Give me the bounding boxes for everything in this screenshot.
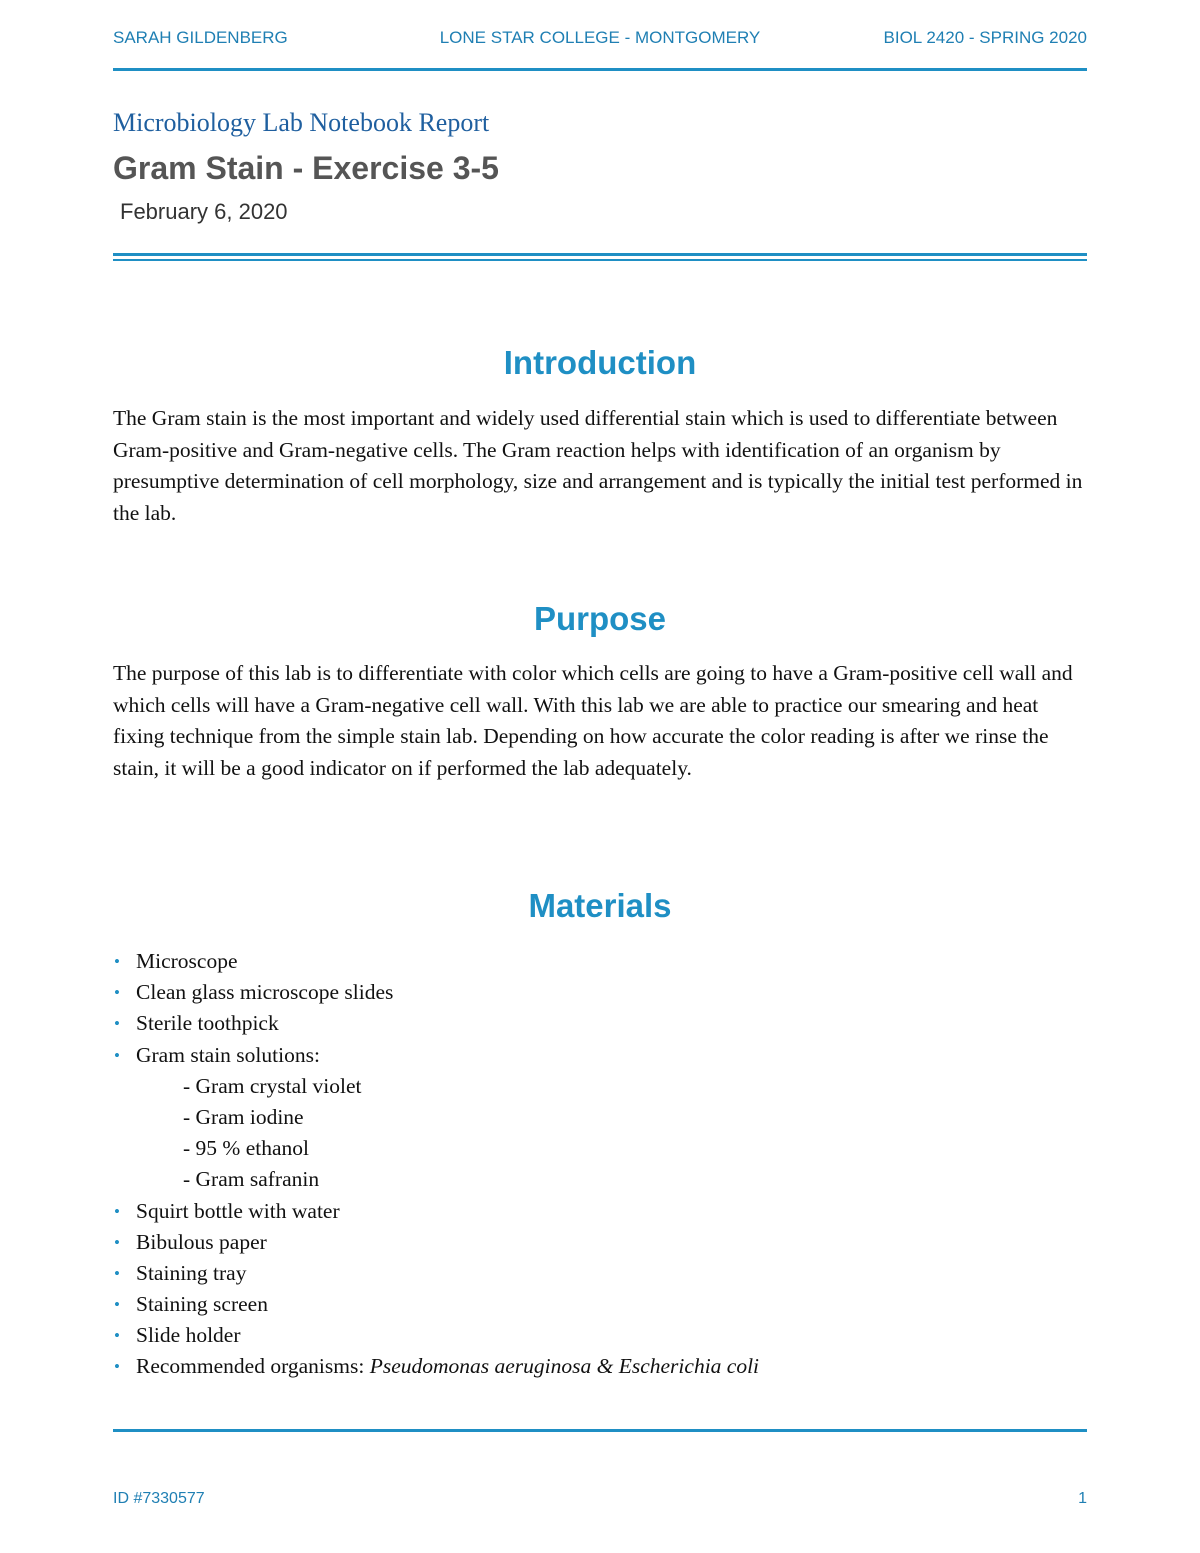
introduction-text: The Gram stain is the most important and widely used differential stain which is used to differentiate between Gram-positive and Gram-negative cells. The Gram reaction helps with identification of an organism by presumptive determination of cell morphology, size and arrangement and is typically the initial test performed in the lab.	[113, 406, 1083, 525]
sub-list-item: - Gram iodine	[183, 1104, 304, 1129]
organism-names: Pseudomonas aeruginosa & Escherichia coli	[369, 1354, 760, 1379]
header-institution: LONE STAR COLLEGE - MONTGOMERY	[439, 28, 761, 47]
bullet-icon: •	[114, 1232, 120, 1252]
list-item: • Staining screen	[113, 1289, 759, 1320]
bullet-icon: •	[114, 1263, 120, 1283]
page-number: 1	[1078, 1490, 1087, 1507]
report-date: February 6, 2020	[120, 199, 288, 224]
introduction-heading: Introduction	[503, 344, 697, 381]
list-item: • Gram stain solutions:	[113, 1040, 759, 1071]
list-item: • Sterile toothpick	[113, 1008, 759, 1039]
purpose-heading: Purpose	[533, 600, 667, 637]
header-course: BIOL 2420 - SPRING 2020	[883, 28, 1087, 47]
purpose-text: The purpose of this lab is to differentiate with color which cells are going to have a Gram-positive cell wall and which cells will have a Gram-negative cell wall. With this lab we are able to practice our smearing and heat fixing technique from the simple stain lab. Depending on how accurate the color reading is after we rinse the stain, it will be a good indicator on if performed the lab adequately.	[113, 661, 1073, 780]
list-item: • Staining tray	[113, 1258, 759, 1289]
materials-heading: Materials	[528, 887, 672, 924]
header-divider	[113, 68, 1087, 71]
list-item: • Slide holder	[113, 1320, 759, 1351]
bullet-icon: •	[114, 983, 120, 1003]
report-type: Microbiology Lab Notebook Report	[113, 108, 490, 137]
list-item: • Microscope	[113, 946, 759, 977]
footer-divider	[113, 1429, 1087, 1432]
header-author: SARAH GILDENBERG	[113, 28, 288, 47]
title-divider-bottom	[113, 259, 1087, 261]
materials-list	[113, 946, 759, 1383]
bullet-icon: •	[114, 952, 120, 971]
bullet-icon: •	[114, 1201, 120, 1221]
bullet-icon: •	[114, 1045, 120, 1065]
bullet-icon: •	[114, 1357, 120, 1377]
list-item: • Clean glass microscope slides	[113, 977, 759, 1008]
list-item: • Recommended organisms: Pseudomonas aeruginosa & Escherichia coli	[113, 1351, 759, 1382]
bullet-icon: •	[114, 1295, 120, 1315]
sub-list-item: - Gram safranin	[183, 1167, 320, 1192]
title-divider-top	[113, 253, 1087, 256]
page-title: Gram Stain - Exercise 3-5	[113, 150, 499, 186]
sub-list-item: - Gram crystal violet	[183, 1073, 362, 1098]
list-item: • Bibulous paper	[113, 1227, 759, 1258]
list-item: • Squirt bottle with water	[113, 1196, 759, 1227]
bullet-icon: •	[114, 1014, 120, 1034]
footer-id: ID #7330577	[113, 1490, 205, 1507]
sub-list-item: - 95 % ethanol	[183, 1136, 309, 1161]
bullet-icon: •	[114, 1326, 120, 1346]
